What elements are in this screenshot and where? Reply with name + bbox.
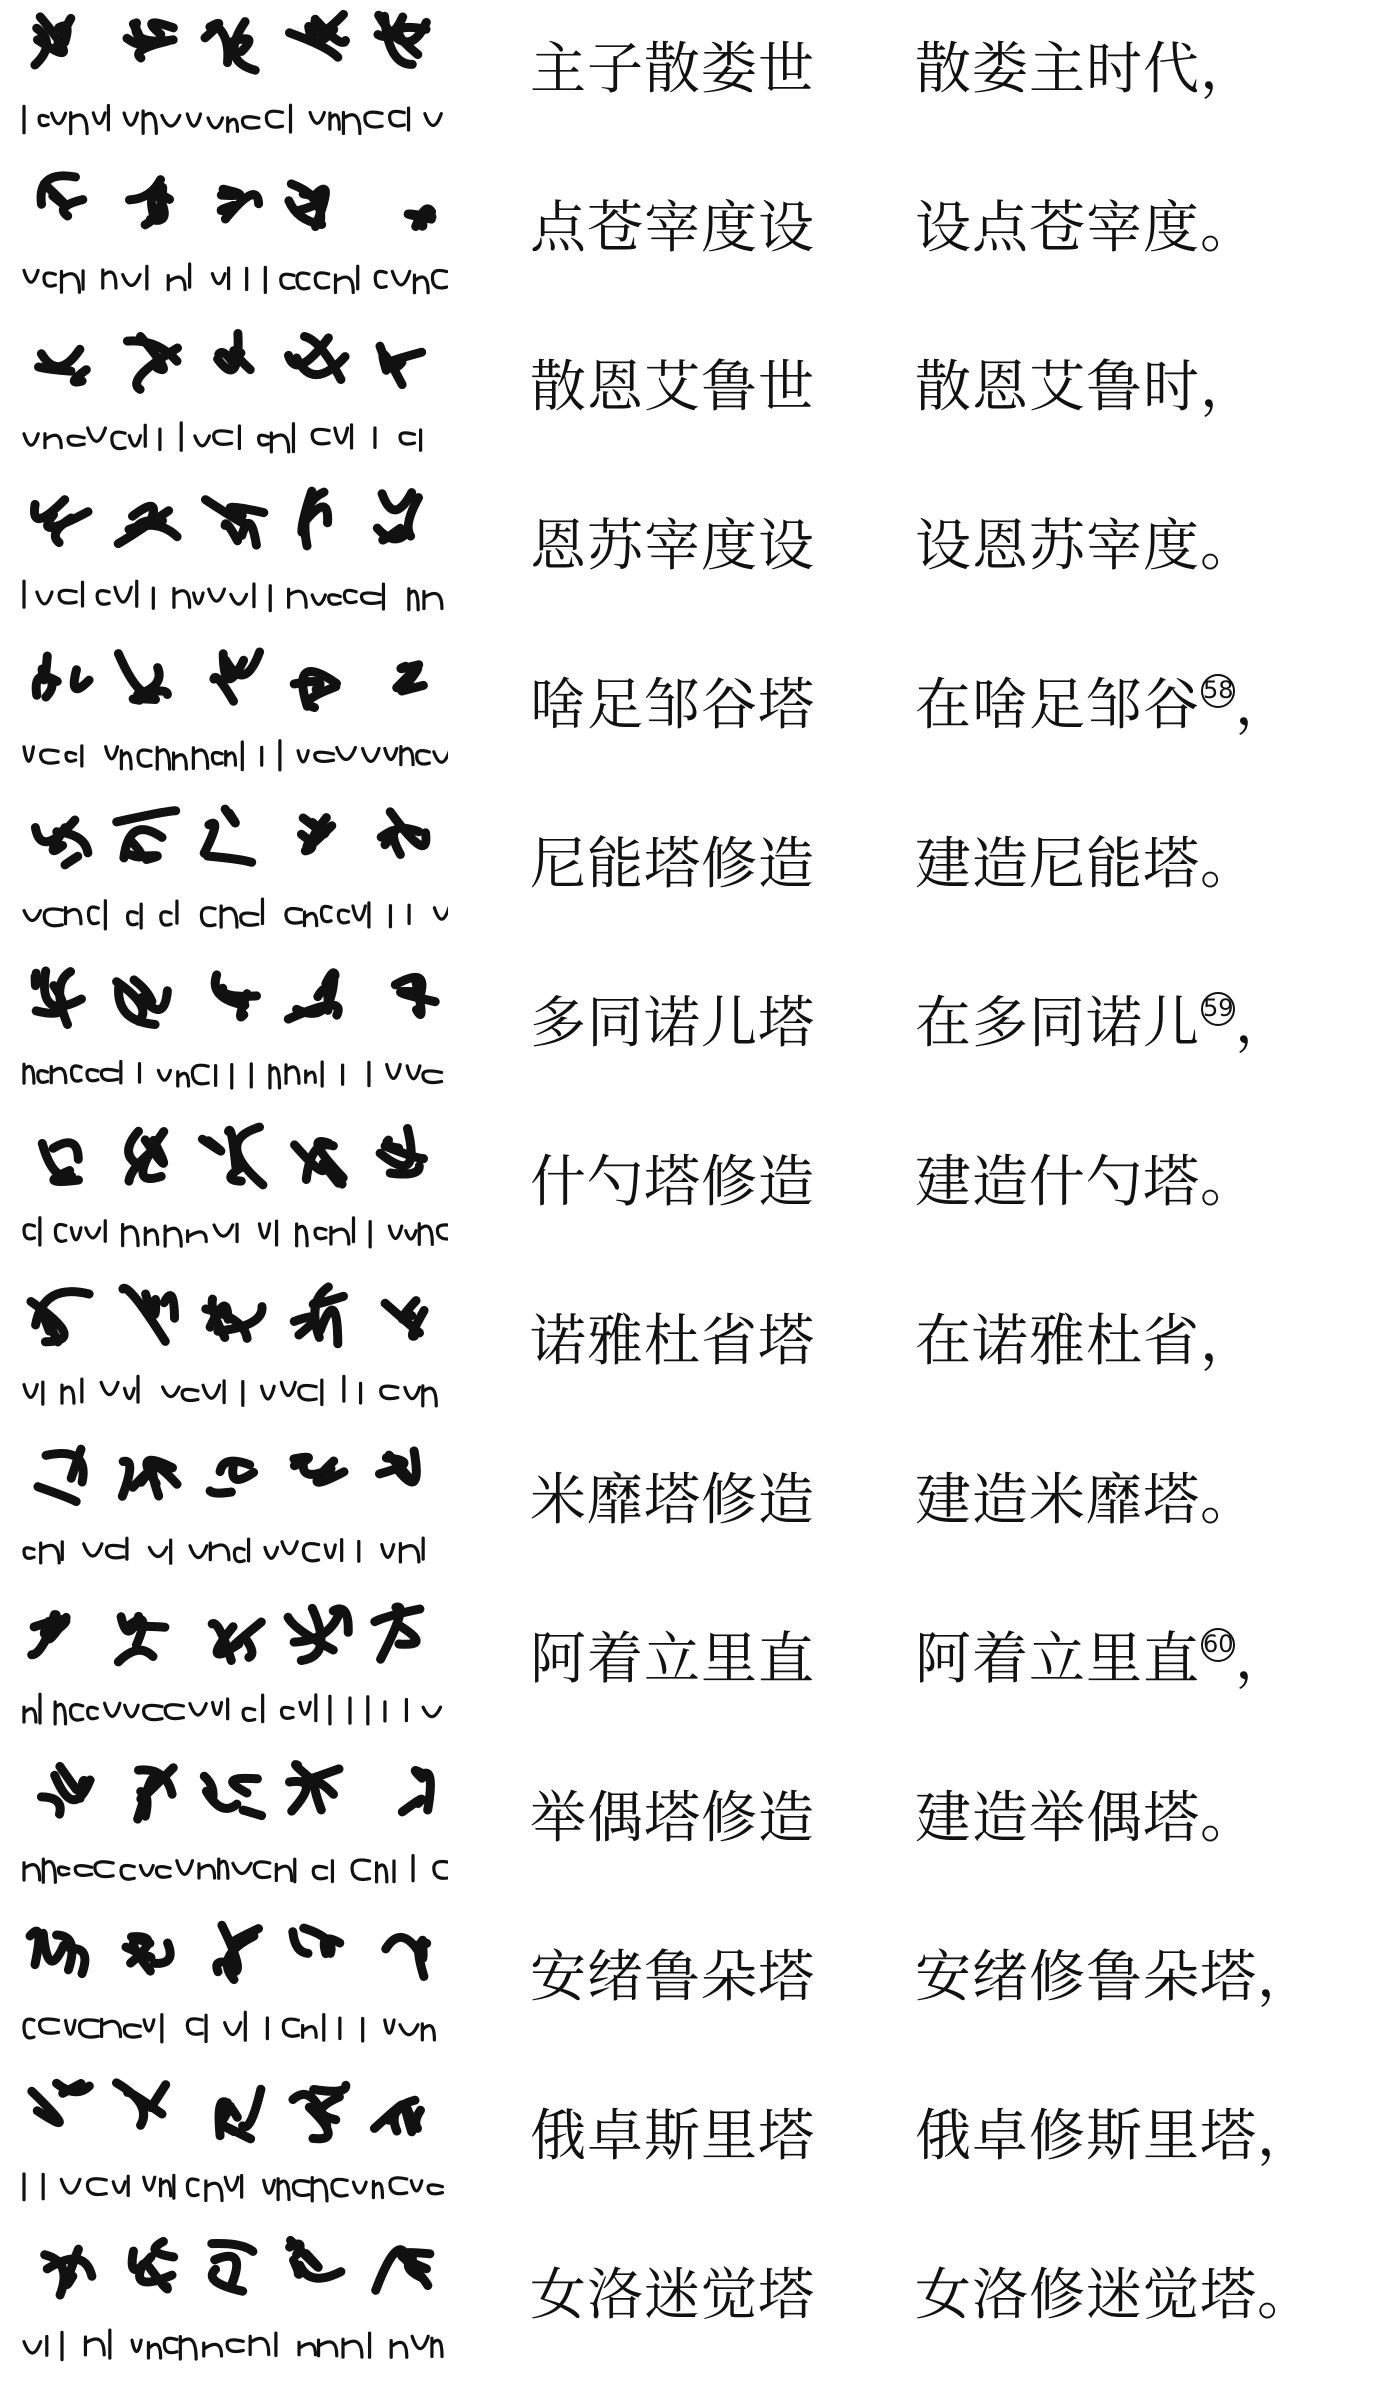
translation-line [915, 1143, 1256, 1223]
script-glyph [129, 1131, 164, 1181]
translation-line [915, 1302, 1256, 1382]
script-glyph [290, 1765, 340, 1812]
phonetic-transcription [24, 1061, 442, 1088]
script-glyph [32, 2083, 90, 2122]
script-glyph [378, 15, 426, 64]
script-glyph [290, 2240, 341, 2278]
script-glyph [205, 22, 255, 71]
transliteration-text: 女洛迷觉塔 [530, 2263, 815, 2328]
script-glyph [42, 1143, 78, 1182]
verse-line [0, 1749, 1385, 1908]
translation-line [915, 1620, 1291, 1700]
punctuation: 。 [1200, 832, 1256, 897]
script-glyph [210, 1461, 254, 1493]
punctuation: ， [1257, 2104, 1313, 2169]
script-glyph [206, 500, 264, 545]
phonetic-transcription [24, 1376, 436, 1406]
translation-line [915, 825, 1256, 905]
translation-line [915, 666, 1291, 746]
script-glyph [293, 1928, 340, 1954]
original-script-figure [18, 2067, 448, 2217]
script-glyph [132, 2241, 174, 2289]
translation-text: 设点苍宰度 [915, 196, 1200, 261]
phonetic-transcription [24, 1218, 448, 1247]
verse-line [0, 954, 1385, 1113]
transliteration-text: 米靡塔修造 [530, 1468, 815, 1533]
script-glyph [294, 1457, 344, 1482]
script-glyph [385, 1301, 424, 1337]
verse-line [0, 0, 1385, 159]
script-glyph [35, 971, 81, 1025]
translation-text: 散娄主时代 [915, 37, 1200, 102]
script-glyph [45, 2249, 92, 2295]
translation-line [915, 189, 1256, 269]
script-glyph [127, 337, 177, 390]
punctuation: 。 [1257, 2263, 1313, 2328]
script-glyph [38, 1449, 83, 1501]
script-glyph [39, 349, 87, 382]
translation-text: 安绪修鲁朵塔 [915, 1945, 1257, 2010]
script-glyph [202, 1127, 263, 1185]
script-glyph [397, 665, 424, 691]
script-glyph [117, 980, 168, 1025]
verse-line [0, 1113, 1385, 1272]
translation-line [915, 2256, 1313, 2336]
original-script-figure [18, 954, 448, 1104]
script-glyph [215, 975, 256, 1017]
script-glyph [212, 1622, 261, 1661]
phonetic-transcription [24, 581, 442, 610]
phonetic-transcription [24, 423, 421, 452]
script-glyph [127, 23, 173, 58]
verse-line [0, 2226, 1385, 2385]
script-glyph [218, 334, 251, 370]
script-glyph [301, 818, 331, 851]
translation-text: 俄卓修斯里塔 [915, 2104, 1257, 2169]
translation-line [915, 30, 1256, 110]
transliteration-text: 举偶塔修造 [530, 1786, 815, 1851]
script-glyph [30, 1931, 85, 1973]
script-glyph [130, 180, 170, 225]
phonetic-transcription [24, 1694, 441, 1724]
footnote-marker[interactable]: 58 [1201, 674, 1235, 708]
translation-text: 在啥足邹谷 [915, 673, 1200, 738]
script-glyph [126, 1937, 170, 1971]
phonetic-transcription [24, 1538, 423, 1563]
script-glyph [293, 2085, 346, 2138]
original-script-figure [18, 1113, 448, 1263]
original-script-figure [18, 795, 448, 945]
script-glyph [395, 977, 435, 1014]
script-glyph [295, 1141, 344, 1184]
script-glyph [402, 1770, 430, 1811]
transliteration-text: 阿着立里直 [530, 1627, 815, 1692]
punctuation: ， [1200, 355, 1256, 420]
original-script-figure [18, 477, 448, 627]
script-glyph [214, 652, 260, 701]
original-script-figure [18, 318, 448, 468]
translation-line [915, 1938, 1313, 2018]
script-glyph [289, 184, 326, 227]
verse-line [0, 1272, 1385, 1431]
translation-line [915, 1779, 1256, 1859]
original-script-figure [18, 1272, 448, 1422]
punctuation: ， [1235, 1627, 1291, 1692]
translation-text: 在多同诺儿 [915, 991, 1200, 1056]
script-glyph [35, 820, 88, 865]
punctuation: 。 [1200, 1150, 1256, 1215]
punctuation: ， [1235, 673, 1291, 738]
script-glyph [118, 506, 177, 543]
original-script-figure [18, 0, 448, 150]
script-glyph [35, 17, 71, 65]
translation-line [915, 507, 1256, 587]
translation-text: 阿着立里直 [915, 1627, 1200, 1692]
verse-line [0, 1431, 1385, 1590]
script-glyph [386, 1937, 427, 1976]
punctuation: 。 [1200, 1468, 1256, 1533]
translation-text: 建造米靡塔 [915, 1468, 1200, 1533]
script-glyph [118, 654, 167, 701]
script-glyph [41, 1766, 90, 1814]
script-glyph [36, 656, 89, 697]
verse-line [0, 477, 1385, 636]
punctuation: ， [1235, 991, 1291, 1056]
script-glyph [376, 2250, 430, 2291]
transliteration-text: 什勺塔修造 [530, 1150, 815, 1215]
phonetic-transcription [24, 2174, 442, 2201]
verse-line [0, 636, 1385, 795]
script-glyph [380, 346, 422, 384]
script-glyph [377, 493, 418, 540]
translation-text: 建造举偶塔 [915, 1786, 1200, 1851]
verse-line [0, 1590, 1385, 1749]
original-script-figure [18, 636, 448, 786]
transliteration-text: 点苍宰度设 [530, 196, 815, 261]
script-glyph [118, 1616, 165, 1662]
phonetic-transcription [24, 2330, 442, 2360]
phonetic-transcription [24, 105, 441, 133]
script-glyph [123, 1288, 175, 1341]
script-glyph [122, 1460, 177, 1496]
footnote-marker[interactable]: 59 [1201, 992, 1235, 1026]
translation-text: 建造尼能塔 [915, 832, 1200, 897]
transliteration-text: 安绪鲁朵塔 [530, 1945, 815, 2010]
script-glyph [408, 209, 432, 227]
verse-line [0, 1908, 1385, 2067]
script-glyph [212, 2243, 253, 2291]
script-glyph [41, 176, 83, 216]
script-glyph [381, 812, 426, 855]
script-glyph [294, 672, 336, 708]
punctuation: ， [1200, 1309, 1256, 1374]
punctuation: 。 [1200, 196, 1256, 261]
transliteration-text: 诺雅杜省塔 [530, 1309, 815, 1374]
script-glyph [289, 337, 346, 380]
original-script-figure [18, 1908, 448, 2058]
script-glyph [374, 2100, 420, 2132]
translation-text: 建造什勺塔 [915, 1150, 1200, 1215]
verse-line [0, 159, 1385, 318]
verse-line [0, 795, 1385, 954]
phonetic-transcription [24, 264, 447, 293]
punctuation: 。 [1200, 514, 1256, 579]
verse-line [0, 2067, 1385, 2226]
translation-line [915, 348, 1256, 428]
translation-text: 散恩艾鲁时 [915, 355, 1200, 420]
script-glyph [217, 1925, 259, 1979]
footnote-marker[interactable]: 60 [1201, 1628, 1235, 1662]
punctuation: 。 [1200, 1786, 1256, 1851]
translation-text: 女洛修迷觉塔 [915, 2263, 1257, 2328]
script-glyph [380, 1129, 423, 1175]
transliteration-text: 多同诺儿塔 [530, 991, 815, 1056]
phonetic-transcription [24, 741, 448, 770]
script-glyph [117, 2083, 166, 2125]
script-glyph [380, 1451, 417, 1482]
translation-line [915, 2097, 1313, 2177]
punctuation: ， [1257, 1945, 1313, 2010]
transliteration-text: 恩苏宰度设 [530, 514, 815, 579]
transliteration-text: 俄卓斯里塔 [530, 2104, 815, 2169]
script-glyph [375, 1607, 420, 1659]
transliteration-text: 散恩艾鲁世 [530, 355, 815, 420]
original-script-figure [18, 1590, 448, 1740]
phonetic-transcription [24, 2012, 434, 2042]
script-glyph [117, 811, 176, 860]
transliteration-text: 啥足邹谷塔 [530, 673, 815, 738]
translation-text: 设恩苏宰度 [915, 514, 1200, 579]
script-glyph [31, 1292, 89, 1342]
phonetic-transcription [24, 1856, 448, 1883]
original-script-figure [18, 2226, 448, 2376]
script-glyph [34, 500, 88, 543]
script-glyph [138, 1768, 174, 1819]
original-script-figure [18, 1431, 448, 1581]
script-glyph [302, 491, 328, 546]
phonetic-transcription [24, 899, 448, 929]
original-script-figure [18, 159, 448, 309]
transliteration-text: 尼能塔修造 [530, 832, 815, 897]
transliteration-text: 主子散娄世 [530, 37, 815, 102]
script-glyph [32, 1615, 66, 1655]
script-glyph [204, 809, 252, 862]
script-glyph [204, 1776, 261, 1815]
translation-text: 在诺雅杜省 [915, 1309, 1200, 1374]
translation-line [915, 1461, 1256, 1541]
script-glyph [288, 1608, 348, 1660]
script-glyph [288, 973, 338, 1019]
script-glyph [290, 14, 346, 57]
punctuation: ， [1200, 37, 1256, 102]
script-glyph [221, 189, 258, 219]
translation-line [915, 984, 1291, 1064]
script-glyph [206, 1299, 262, 1338]
script-glyph [219, 2089, 261, 2139]
verse-line [0, 318, 1385, 477]
script-glyph [294, 1287, 343, 1344]
original-script-figure [18, 1749, 448, 1899]
